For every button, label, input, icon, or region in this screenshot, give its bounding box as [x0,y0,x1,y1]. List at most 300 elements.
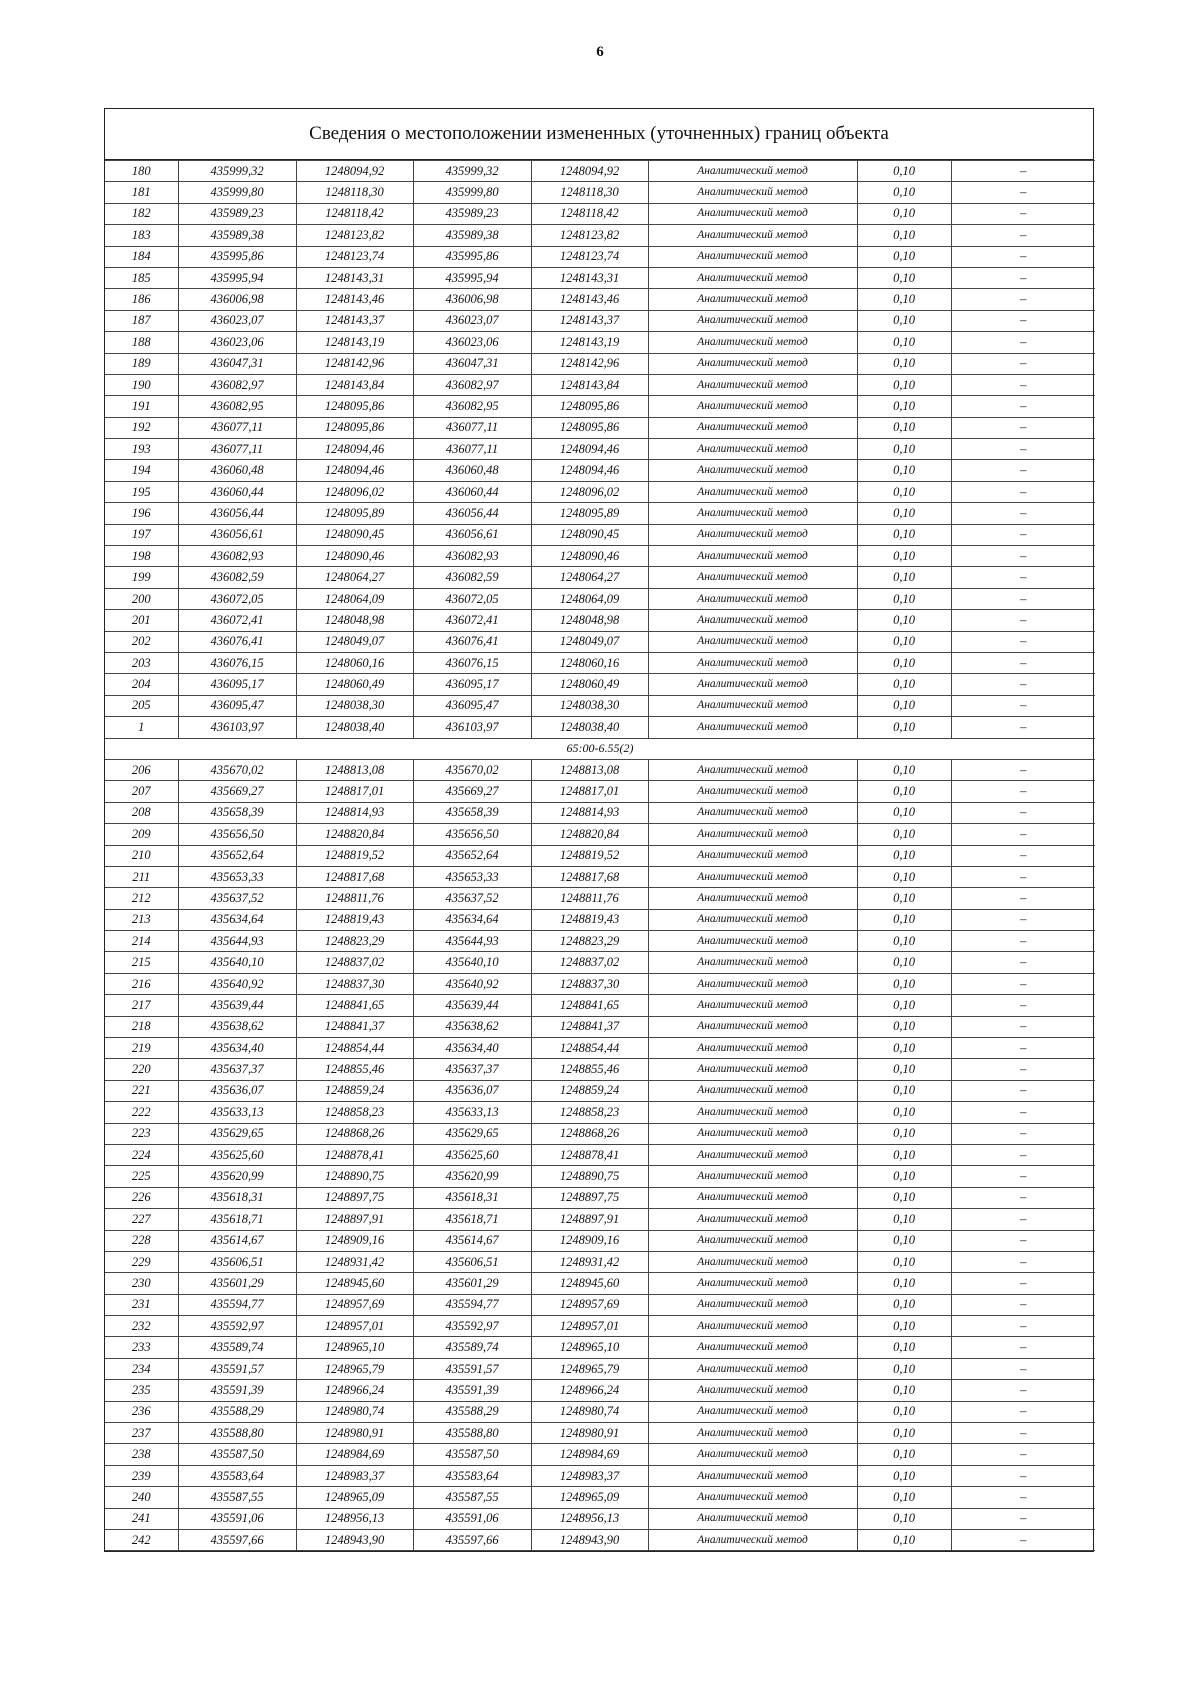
method-cell: Аналитический метод [648,1401,857,1422]
x-existing-cell: 435620,99 [178,1166,296,1187]
table-row [105,1251,1095,1272]
table-row [105,203,1095,224]
x-new-cell: 435620,99 [413,1166,531,1187]
y-new-cell: 1248980,91 [531,1423,648,1444]
y-new-cell: 1248909,16 [531,1230,648,1251]
y-new-cell: 1248819,52 [531,845,648,866]
y-new-cell: 1248811,76 [531,888,648,909]
method-cell: Аналитический метод [648,332,857,353]
x-existing-cell: 435601,29 [178,1273,296,1294]
x-new-cell: 436082,93 [413,546,531,567]
y-new-cell: 1248094,92 [531,161,648,182]
y-new-cell: 1248858,23 [531,1102,648,1123]
description-cell: – [951,952,1095,973]
x-new-cell: 435637,52 [413,888,531,909]
table-row [105,631,1095,652]
description-cell: – [951,866,1095,887]
accuracy-cell: 0,10 [857,1166,951,1187]
point-number-cell: 231 [105,1294,178,1315]
point-number-cell: 201 [105,610,178,631]
method-cell: Аналитический метод [648,1273,857,1294]
table-row [105,1530,1095,1551]
y-new-cell: 1248966,24 [531,1380,648,1401]
point-number-cell: 206 [105,759,178,780]
x-new-cell: 435989,38 [413,225,531,246]
x-new-cell: 435606,51 [413,1251,531,1272]
accuracy-cell: 0,10 [857,866,951,887]
table-row [105,1401,1095,1422]
accuracy-cell: 0,10 [857,1123,951,1144]
description-cell: – [951,717,1095,738]
y-new-cell: 1248090,45 [531,524,648,545]
method-cell: Аналитический метод [648,481,857,502]
point-number-cell: 186 [105,289,178,310]
y-existing-cell: 1248095,86 [296,396,413,417]
y-new-cell: 1248817,01 [531,781,648,802]
table-row [105,1230,1095,1251]
y-existing-cell: 1248966,24 [296,1380,413,1401]
y-new-cell: 1248878,41 [531,1144,648,1165]
point-number-cell: 212 [105,888,178,909]
x-existing-cell: 436056,61 [178,524,296,545]
x-existing-cell: 436077,11 [178,439,296,460]
description-cell: – [951,1187,1095,1208]
x-new-cell: 436095,47 [413,695,531,716]
table-row [105,289,1095,310]
accuracy-cell: 0,10 [857,417,951,438]
point-number-cell: 226 [105,1187,178,1208]
accuracy-cell: 0,10 [857,952,951,973]
y-new-cell: 1248143,37 [531,310,648,331]
method-cell: Аналитический метод [648,289,857,310]
table-row [105,1423,1095,1444]
x-existing-cell: 436103,97 [178,717,296,738]
method-cell: Аналитический метод [648,1380,857,1401]
method-cell: Аналитический метод [648,588,857,609]
x-existing-cell: 435625,60 [178,1144,296,1165]
table-row [105,866,1095,887]
accuracy-cell: 0,10 [857,1059,951,1080]
method-cell: Аналитический метод [648,1251,857,1272]
x-existing-cell: 435644,93 [178,931,296,952]
point-number-cell: 236 [105,1401,178,1422]
table-body-part1 [105,161,1095,739]
x-existing-cell: 435999,32 [178,161,296,182]
table-row [105,802,1095,823]
point-number-cell: 198 [105,546,178,567]
table-row [105,1273,1095,1294]
point-number-cell: 1 [105,717,178,738]
x-existing-cell: 436006,98 [178,289,296,310]
y-existing-cell: 1248820,84 [296,824,413,845]
x-new-cell: 435625,60 [413,1144,531,1165]
x-new-cell: 435601,29 [413,1273,531,1294]
x-new-cell: 435640,10 [413,952,531,973]
method-cell: Аналитический метод [648,246,857,267]
description-cell: – [951,1251,1095,1272]
y-new-cell: 1248965,09 [531,1487,648,1508]
y-existing-cell: 1248859,24 [296,1080,413,1101]
y-new-cell: 1248064,27 [531,567,648,588]
method-cell: Аналитический метод [648,182,857,203]
x-existing-cell: 435591,06 [178,1508,296,1529]
table-row [105,503,1095,524]
description-cell: – [951,1444,1095,1465]
table-row [105,1038,1095,1059]
y-existing-cell: 1248817,68 [296,866,413,887]
y-new-cell: 1248813,08 [531,759,648,780]
y-new-cell: 1248814,93 [531,802,648,823]
point-number-cell: 208 [105,802,178,823]
y-new-cell: 1248090,46 [531,546,648,567]
x-existing-cell: 436056,44 [178,503,296,524]
x-new-cell: 435591,57 [413,1358,531,1379]
y-existing-cell: 1248980,74 [296,1401,413,1422]
y-new-cell: 1248957,01 [531,1316,648,1337]
x-existing-cell: 435670,02 [178,759,296,780]
y-existing-cell: 1248965,09 [296,1487,413,1508]
x-new-cell: 436072,41 [413,610,531,631]
y-new-cell: 1248143,84 [531,374,648,395]
description-cell: – [951,1487,1095,1508]
x-new-cell: 435656,50 [413,824,531,845]
description-cell: – [951,503,1095,524]
y-existing-cell: 1248814,93 [296,802,413,823]
description-cell: – [951,931,1095,952]
accuracy-cell: 0,10 [857,824,951,845]
description-cell: – [951,802,1095,823]
description-cell: – [951,1316,1095,1337]
x-new-cell: 435999,80 [413,182,531,203]
description-cell: – [951,1358,1095,1379]
y-existing-cell: 1248049,07 [296,631,413,652]
point-number-cell: 211 [105,866,178,887]
method-cell: Аналитический метод [648,353,857,374]
accuracy-cell: 0,10 [857,289,951,310]
y-existing-cell: 1248143,31 [296,267,413,288]
method-cell: Аналитический метод [648,439,857,460]
table-row [105,1337,1095,1358]
accuracy-cell: 0,10 [857,1251,951,1272]
y-new-cell: 1248841,65 [531,995,648,1016]
description-cell: – [951,246,1095,267]
table-row [105,652,1095,673]
method-cell: Аналитический метод [648,674,857,695]
method-cell: Аналитический метод [648,1102,857,1123]
x-existing-cell: 435618,31 [178,1187,296,1208]
method-cell: Аналитический метод [648,652,857,673]
table-row [105,567,1095,588]
x-existing-cell: 435633,13 [178,1102,296,1123]
x-new-cell: 436056,61 [413,524,531,545]
table-row [105,1487,1095,1508]
x-existing-cell: 435669,27 [178,781,296,802]
point-number-cell: 197 [105,524,178,545]
y-existing-cell: 1248897,75 [296,1187,413,1208]
description-cell: – [951,203,1095,224]
y-new-cell: 1248837,30 [531,973,648,994]
x-existing-cell: 435588,29 [178,1401,296,1422]
accuracy-cell: 0,10 [857,588,951,609]
table-row [105,909,1095,930]
description-cell: – [951,652,1095,673]
table-row [105,1294,1095,1315]
accuracy-cell: 0,10 [857,845,951,866]
x-existing-cell: 435640,92 [178,973,296,994]
point-number-cell: 215 [105,952,178,973]
description-cell: – [951,1508,1095,1529]
point-number-cell: 199 [105,567,178,588]
x-new-cell: 435989,23 [413,203,531,224]
method-cell: Аналитический метод [648,717,857,738]
table-row [105,332,1095,353]
y-new-cell: 1248868,26 [531,1123,648,1144]
table-row [105,1016,1095,1037]
y-existing-cell: 1248094,92 [296,161,413,182]
x-existing-cell: 435597,66 [178,1530,296,1551]
description-cell: – [951,524,1095,545]
accuracy-cell: 0,10 [857,567,951,588]
point-number-cell: 207 [105,781,178,802]
description-cell: – [951,1102,1095,1123]
method-cell: Аналитический метод [648,1294,857,1315]
y-new-cell: 1248965,10 [531,1337,648,1358]
y-existing-cell: 1248931,42 [296,1251,413,1272]
y-existing-cell: 1248965,79 [296,1358,413,1379]
y-new-cell: 1248118,42 [531,203,648,224]
accuracy-cell: 0,10 [857,1209,951,1230]
y-new-cell: 1248819,43 [531,909,648,930]
method-cell: Аналитический метод [648,225,857,246]
table-row [105,460,1095,481]
x-new-cell: 435634,64 [413,909,531,930]
x-existing-cell: 435989,23 [178,203,296,224]
x-existing-cell: 435583,64 [178,1465,296,1486]
point-number-cell: 184 [105,246,178,267]
x-new-cell: 435591,06 [413,1508,531,1529]
y-existing-cell: 1248841,37 [296,1016,413,1037]
method-cell: Аналитический метод [648,1123,857,1144]
y-existing-cell: 1248094,46 [296,439,413,460]
y-new-cell: 1248957,69 [531,1294,648,1315]
y-existing-cell: 1248855,46 [296,1059,413,1080]
accuracy-cell: 0,10 [857,888,951,909]
x-new-cell: 435592,97 [413,1316,531,1337]
x-existing-cell: 436023,07 [178,310,296,331]
point-number-cell: 213 [105,909,178,930]
section-header-row-group [105,738,1095,759]
y-new-cell: 1248118,30 [531,182,648,203]
description-cell: – [951,1059,1095,1080]
description-cell: – [951,610,1095,631]
table-row [105,973,1095,994]
y-new-cell: 1248095,86 [531,396,648,417]
accuracy-cell: 0,10 [857,1187,951,1208]
y-existing-cell: 1248143,46 [296,289,413,310]
table-row [105,481,1095,502]
y-existing-cell: 1248909,16 [296,1230,413,1251]
y-new-cell: 1248823,29 [531,931,648,952]
accuracy-cell: 0,10 [857,439,951,460]
coordinates-table [105,160,1095,1551]
accuracy-cell: 0,10 [857,802,951,823]
x-new-cell: 435588,80 [413,1423,531,1444]
accuracy-cell: 0,10 [857,652,951,673]
table-row [105,1166,1095,1187]
method-cell: Аналитический метод [648,1187,857,1208]
x-new-cell: 436060,44 [413,481,531,502]
accuracy-cell: 0,10 [857,546,951,567]
x-new-cell: 436047,31 [413,353,531,374]
point-number-cell: 200 [105,588,178,609]
y-existing-cell: 1248038,30 [296,695,413,716]
description-cell: – [951,417,1095,438]
description-cell: – [951,759,1095,780]
x-new-cell: 436103,97 [413,717,531,738]
point-number-cell: 205 [105,695,178,716]
method-cell: Аналитический метод [648,1230,857,1251]
x-new-cell: 435587,50 [413,1444,531,1465]
point-number-cell: 222 [105,1102,178,1123]
y-existing-cell: 1248048,98 [296,610,413,631]
accuracy-cell: 0,10 [857,1294,951,1315]
y-new-cell: 1248095,86 [531,417,648,438]
x-existing-cell: 436082,97 [178,374,296,395]
point-number-cell: 234 [105,1358,178,1379]
x-new-cell: 435637,37 [413,1059,531,1080]
description-cell: – [951,695,1095,716]
description-cell: – [951,781,1095,802]
accuracy-cell: 0,10 [857,674,951,695]
y-existing-cell: 1248096,02 [296,481,413,502]
table-row [105,1508,1095,1529]
y-existing-cell: 1248811,76 [296,888,413,909]
point-number-cell: 210 [105,845,178,866]
table-row [105,1465,1095,1486]
y-new-cell: 1248048,98 [531,610,648,631]
method-cell: Аналитический метод [648,1144,857,1165]
accuracy-cell: 0,10 [857,1487,951,1508]
x-new-cell: 436072,05 [413,588,531,609]
point-number-cell: 238 [105,1444,178,1465]
accuracy-cell: 0,10 [857,1038,951,1059]
x-existing-cell: 436060,48 [178,460,296,481]
point-number-cell: 189 [105,353,178,374]
method-cell: Аналитический метод [648,1209,857,1230]
method-cell: Аналитический метод [648,1358,857,1379]
y-new-cell: 1248897,91 [531,1209,648,1230]
y-new-cell: 1248143,46 [531,289,648,310]
table-row [105,759,1095,780]
accuracy-cell: 0,10 [857,246,951,267]
y-existing-cell: 1248064,09 [296,588,413,609]
method-cell: Аналитический метод [648,503,857,524]
y-new-cell: 1248945,60 [531,1273,648,1294]
x-existing-cell: 435636,07 [178,1080,296,1101]
section-label: 65:00-6.55(2) [105,738,1095,759]
table-row [105,546,1095,567]
x-new-cell: 436023,07 [413,310,531,331]
method-cell: Аналитический метод [648,866,857,887]
description-cell: – [951,567,1095,588]
table-row [105,588,1095,609]
point-number-cell: 224 [105,1144,178,1165]
x-new-cell: 435633,13 [413,1102,531,1123]
table-row [105,1144,1095,1165]
y-new-cell: 1248094,46 [531,460,648,481]
x-new-cell: 435670,02 [413,759,531,780]
method-cell: Аналитический метод [648,1337,857,1358]
method-cell: Аналитический метод [648,1508,857,1529]
table-row [105,931,1095,952]
accuracy-cell: 0,10 [857,1380,951,1401]
method-cell: Аналитический метод [648,417,857,438]
description-cell: – [951,460,1095,481]
y-new-cell: 1248983,37 [531,1465,648,1486]
x-existing-cell: 436076,41 [178,631,296,652]
x-existing-cell: 436077,11 [178,417,296,438]
y-existing-cell: 1248090,46 [296,546,413,567]
method-cell: Аналитический метод [648,781,857,802]
accuracy-cell: 0,10 [857,717,951,738]
y-existing-cell: 1248090,45 [296,524,413,545]
x-new-cell: 436023,06 [413,332,531,353]
x-existing-cell: 435618,71 [178,1209,296,1230]
point-number-cell: 195 [105,481,178,502]
x-new-cell: 435636,07 [413,1080,531,1101]
accuracy-cell: 0,10 [857,182,951,203]
point-number-cell: 220 [105,1059,178,1080]
y-new-cell: 1248123,74 [531,246,648,267]
accuracy-cell: 0,10 [857,332,951,353]
accuracy-cell: 0,10 [857,1530,951,1551]
x-existing-cell: 435587,50 [178,1444,296,1465]
point-number-cell: 216 [105,973,178,994]
description-cell: – [951,374,1095,395]
method-cell: Аналитический метод [648,973,857,994]
method-cell: Аналитический метод [648,1316,857,1337]
x-new-cell: 435658,39 [413,802,531,823]
x-existing-cell: 436095,17 [178,674,296,695]
description-cell: – [951,1294,1095,1315]
description-cell: – [951,1230,1095,1251]
accuracy-cell: 0,10 [857,1465,951,1486]
y-existing-cell: 1248897,91 [296,1209,413,1230]
description-cell: – [951,396,1095,417]
x-existing-cell: 435591,57 [178,1358,296,1379]
y-existing-cell: 1248060,16 [296,652,413,673]
point-number-cell: 223 [105,1123,178,1144]
y-new-cell: 1248855,46 [531,1059,648,1080]
accuracy-cell: 0,10 [857,1337,951,1358]
method-cell: Аналитический метод [648,310,857,331]
y-existing-cell: 1248143,37 [296,310,413,331]
y-new-cell: 1248890,75 [531,1166,648,1187]
method-cell: Аналитический метод [648,374,857,395]
accuracy-cell: 0,10 [857,503,951,524]
x-new-cell: 435638,62 [413,1016,531,1037]
x-existing-cell: 435995,86 [178,246,296,267]
accuracy-cell: 0,10 [857,695,951,716]
description-cell: – [951,1123,1095,1144]
y-existing-cell: 1248095,89 [296,503,413,524]
table-row [105,1123,1095,1144]
method-cell: Аналитический метод [648,824,857,845]
y-existing-cell: 1248118,42 [296,203,413,224]
description-cell: – [951,332,1095,353]
description-cell: – [951,225,1095,246]
x-new-cell: 435594,77 [413,1294,531,1315]
